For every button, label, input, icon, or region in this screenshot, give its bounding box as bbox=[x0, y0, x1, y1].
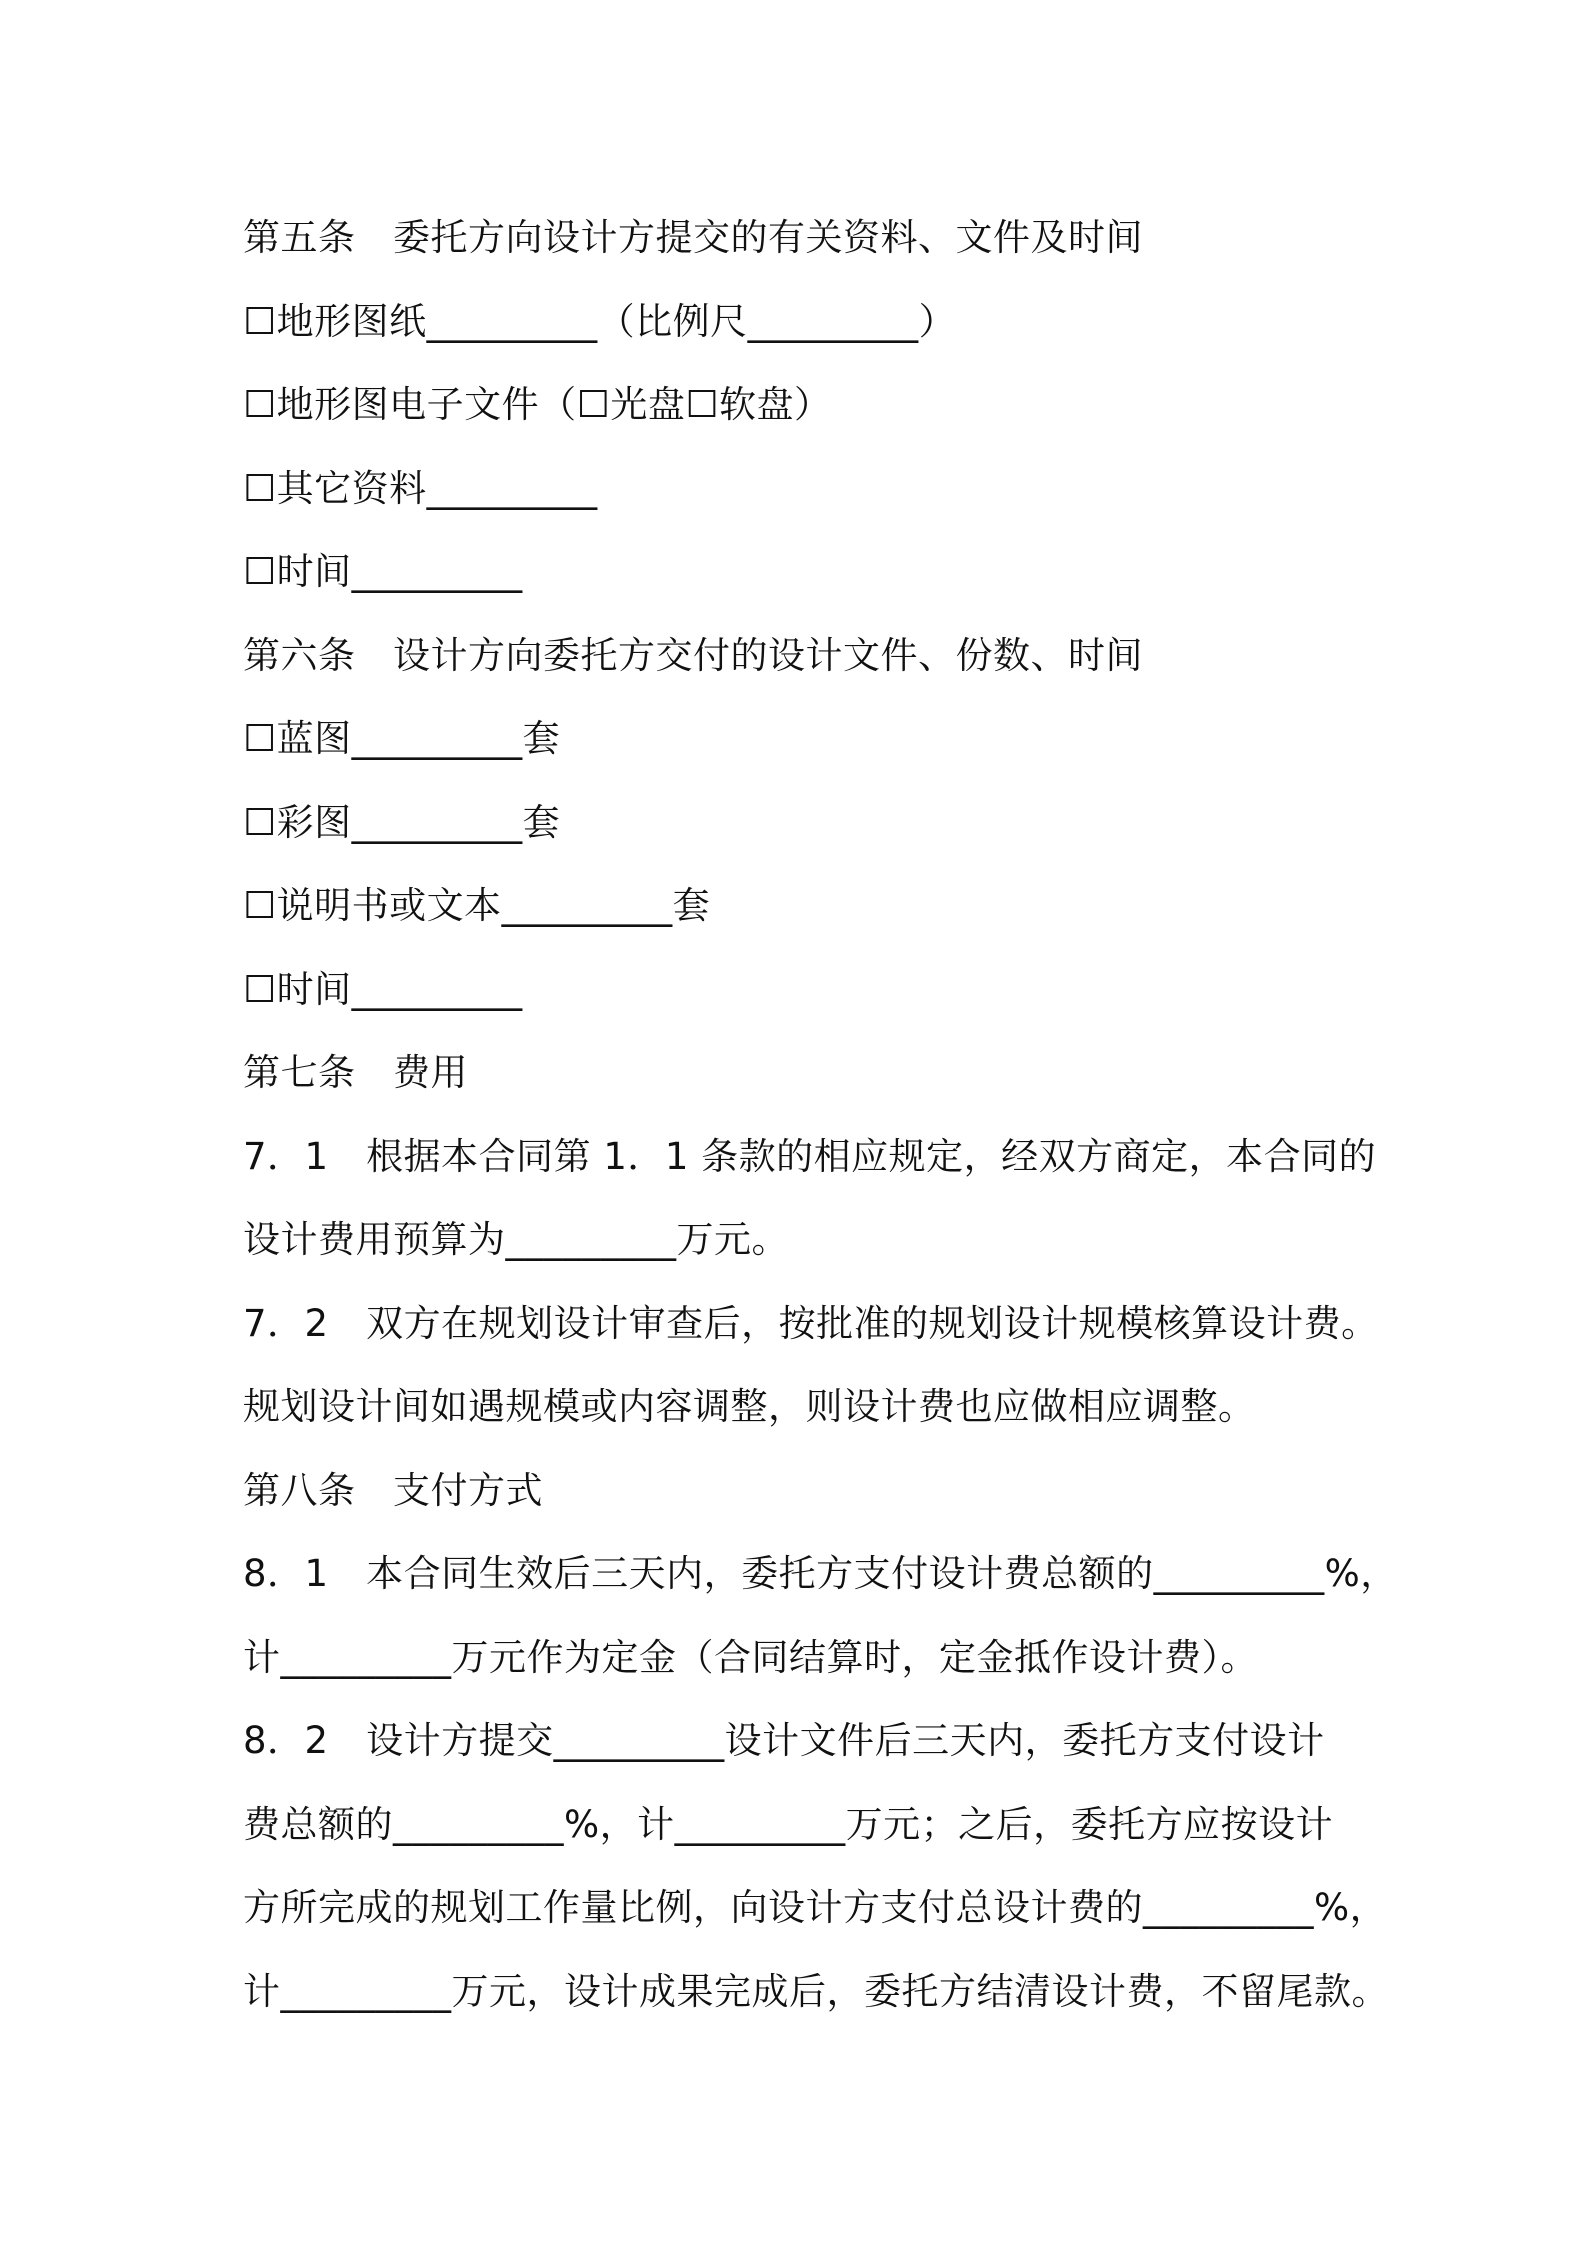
checkbox-item-delivery-time: ☐时间_________ bbox=[243, 967, 523, 1011]
checkbox-item-blueprint: ☐蓝图_________套 bbox=[243, 717, 561, 760]
clause-7-2-line-2: 规划设计间如遇规模或内容调整，则设计费也应做相应调整。 bbox=[243, 1385, 1256, 1428]
checkbox-item-time: ☐时间_________ bbox=[243, 550, 523, 593]
article-7-heading: 第七条 费用 bbox=[243, 1051, 468, 1094]
clause-8-1-line-2: 计_________万元作为定金（合同结算时，定金抵作设计费）。 bbox=[243, 1635, 1258, 1679]
article-8-heading: 第八条 支付方式 bbox=[243, 1468, 543, 1512]
clause-8-2-line-4: 计_________万元，设计成果完成后，委托方结清设计费，不留尾款。 bbox=[243, 1969, 1389, 2013]
checkbox-item-terrain-electronic: ☐地形图电子文件（☐光盘☐软盘） bbox=[243, 383, 832, 426]
clause-8-2-line-1: 8．2 设计方提交_________设计文件后三天内，委托方支付设计 bbox=[243, 1719, 1325, 1762]
clause-7-1-line-2: 设计费用预算为_________万元。 bbox=[243, 1218, 789, 1261]
checkbox-item-terrain-drawings: ☐地形图纸_________（比例尺_________） bbox=[243, 299, 957, 343]
article-5-heading: 第五条 委托方向设计方提交的有关资料、文件及时间 bbox=[243, 216, 1143, 259]
article-6-heading: 第六条 设计方向委托方交付的设计文件、份数、时间 bbox=[243, 633, 1143, 677]
clause-7-2-line-1: 7．2 双方在规划设计审查后，按批准的规划设计规模核算设计费。 bbox=[243, 1301, 1379, 1345]
checkbox-item-manual: ☐说明书或文本_________套 bbox=[243, 884, 711, 927]
clause-7-1-line-1: 7．1 根据本合同第 1．1 条款的相应规定，经双方商定，本合同的 bbox=[243, 1134, 1377, 1178]
clause-8-1-line-1: 8．1 本合同生效后三天内，委托方支付设计费总额的_________%， bbox=[243, 1552, 1398, 1595]
clause-8-2-line-2: 费总额的_________%，计_________万元；之后，委托方应按设计 bbox=[243, 1802, 1334, 1846]
clause-8-2-line-3: 方所完成的规划工作量比例，向设计方支付总设计费的_________%， bbox=[243, 1886, 1388, 1929]
checkbox-item-other-materials: ☐其它资料_________ bbox=[243, 466, 598, 510]
contract-text bbox=[243, 196, 1443, 2033]
checkbox-item-color-drawing: ☐彩图_________套 bbox=[243, 800, 561, 844]
